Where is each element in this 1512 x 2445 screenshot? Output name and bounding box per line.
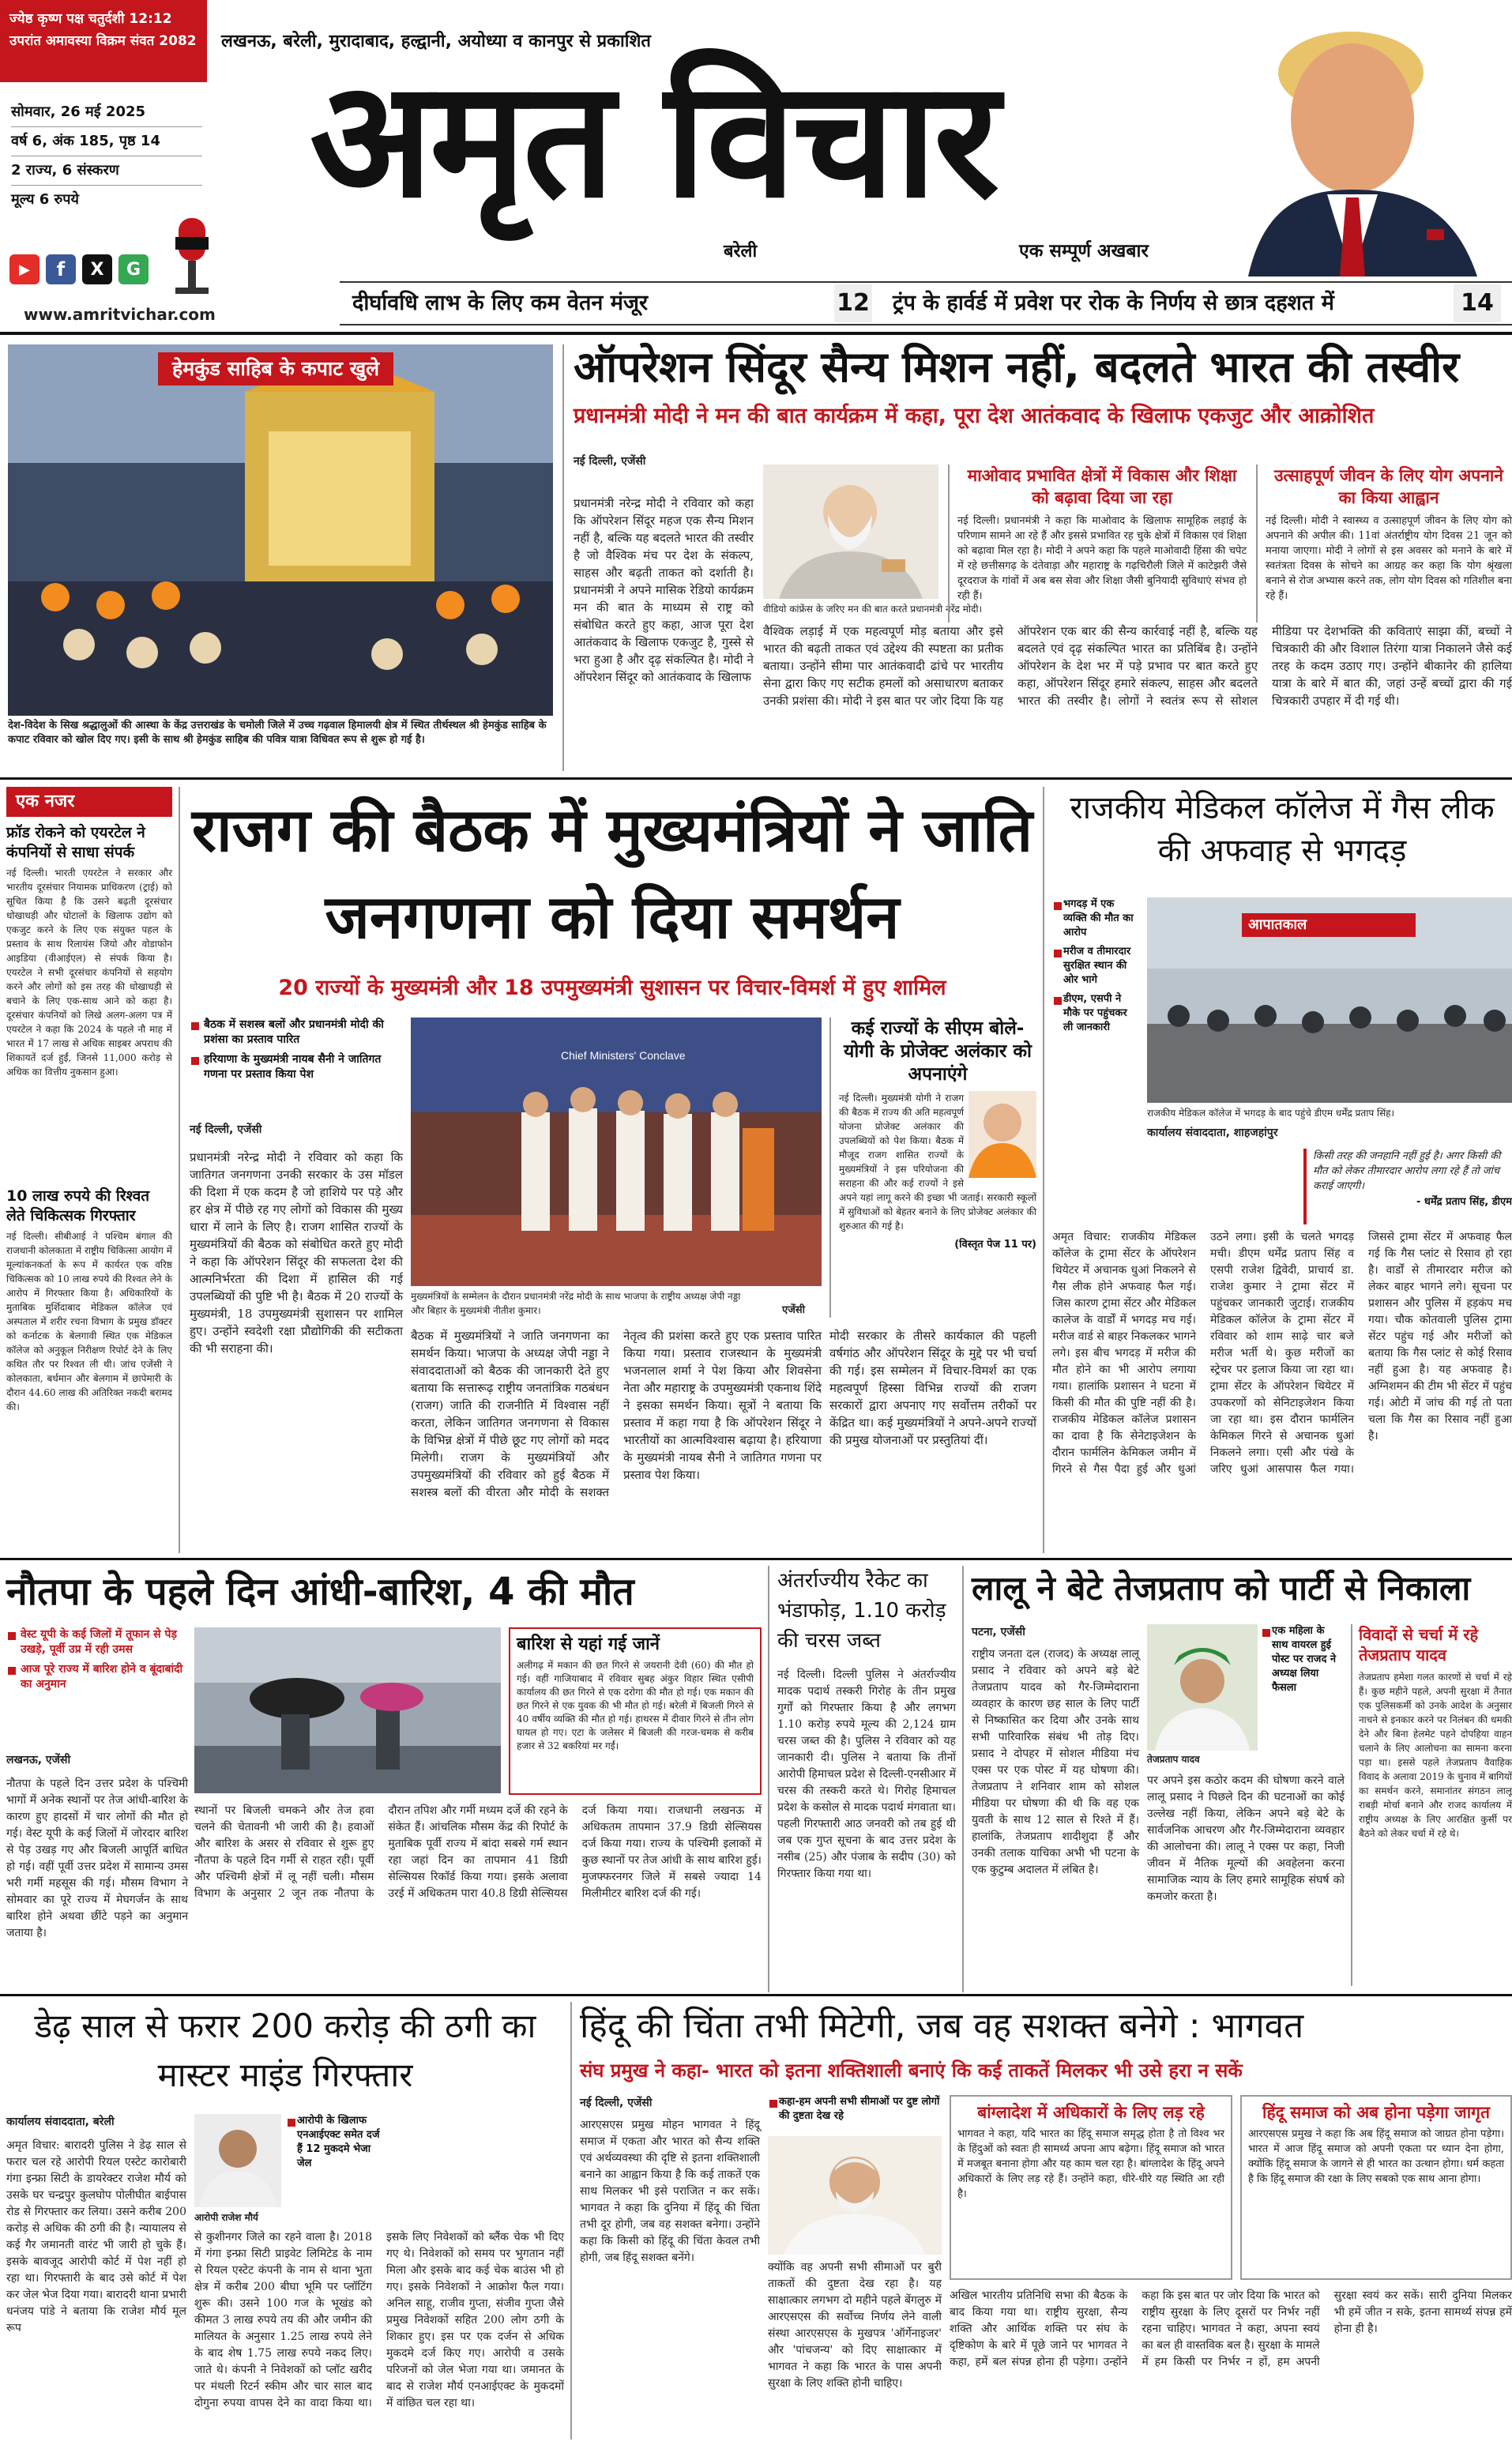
hemkund-photo xyxy=(8,344,553,716)
bhagwat-bullet: कहा-हम अपनी सभी सीमाओं पर दुष्ट लोगों की दुष्टता देख रहे xyxy=(768,2095,942,2123)
maoist-body: नई दिल्ली। प्रधानमंत्री ने कहा कि माओवाद के खिलाफ सामूहिक लड़ाई के परिणाम सामने आ रहे हैं और इससे प्रभावित रह चुके क्षेत्रों में विकास एवं शिक्षा को बढ़ावा मिल रहा है। मोदी ने अपने कहा कि पहले माओवादी हिंसा की चपेट में रहे छत्तीसगढ़ के दंतेवाड़ा और महाराष्ट्र के गढ़चिरौली जिले में काटेझरी जैसे दूरदराज के गांवों में अब बस सेवा और शिक्षा जैसी बुनियादी सुविधाएं संभव हो रही हैं। xyxy=(957,515,1247,602)
gas-quote-by: - धर्मेंद्र प्रताप सिंह, डीएम xyxy=(1416,1196,1512,1208)
yogi-photo xyxy=(969,1091,1036,1178)
lead-subhead: प्रधानमंत्री मोदी ने मन की बात कार्यक्रम में कहा, पूरा देश आतंकवाद के खिलाफ एकजुट और आक्रोशित xyxy=(574,404,1375,428)
eknazar-body-1: नई दिल्ली। भारती एयरटेल ने सरकार और भारतीय दूरसंचार नियामक प्राधिकरण (ट्राई) को सूचित किया है कि उसने बढ़ती दूरसंचार धोखाधड़ी और घोटालों के खिलाफ उद्योग को एकजुट करने के लिए एक संयुक्त पहल के प्रस्ताव के साथ रिलायंस जियो और वोडाफोन आइडिया (वीआईएल) से संपर्क किया है। एयरटेल ने सभी दूरसंचार कंपनियों से सहयोग करने और लोगों को इस तरह की धोखाधड़ी से बचाने के लिए एक-साथ आने को कहा है। दूरसंचार कंपनियों को लिखे अलग-अलग पत्र में एयरटेल ने कहा कि 2024 के पहले नौ माह में भारत में 17 लाख से अधिक साइबर अपराध की शिकायतें दर्ज हुईं, जिनसे 11,000 करोड़ से अधिक का वित्तीय नुकसान हुआ। xyxy=(6,867,172,1078)
storm-box xyxy=(509,1627,762,1795)
nda-body-col1: प्रधानमंत्री नरेन्द्र मोदी ने रविवार को कहा कि जातिगत जनगणना उनकी सरकार के उस मॉडल की दिशा में एक कदम है जो हाशिये पर पड़े और हर क्षेत्र में पीछे रह गए लोगों को विकास की मुख्य धारा में लाने के लिए है। राजग शासित राज्यों के मुख्यमंत्रियों की बैठक को संबोधित करते हुए मोदी ने कहा कि ऑपरेशन सिंदूर की सफलता देश की आत्मनिर्भरता की दिशा में हासिल की गई उपलब्धियों की पुष्टि भी है। बैठक में 20 राज्यों के मुख्यमंत्री, 18 उपमुख्यमंत्री सुशासन पर शामिल हुए। उन्होंने स्वदेशी रक्षा प्रौद्योगिकी की सटीकता की भी सराहना की। xyxy=(190,1150,403,1356)
maoist-headline: माओवाद प्रभावित क्षेत्रों में विकास और शिक्षा को बढ़ावा दिया जा रहा xyxy=(967,466,1237,507)
lalu-body-col1: राष्ट्रीय जनता दल (राजद) के अध्यक्ष लालू प्रसाद ने रविवार को अपने बड़े बेटे तेजप्रताप यादव को गैर-जिम्मेदाराना व्यवहार के कारण छह साल के लिए पार्टी से निष्कासित कर दिया और उनके साथ सभी पारिवारिक संबंध भी तोड़ दिए। प्रसाद ने दोपहर में सोशल मीडिया मंच एक्स पर एक पोस्ट में यह घोषणा की। तेजप्रताप ने शनिवार शाम को सोशल मीडिया पर घोषणा की थी कि वह एक युवती के साथ 12 साल से रिश्ते में हैं। हालांकि, तेजप्रताप शादीशुदा हैं और उनकी तलाक याचिका अभी भी पटना के एक कुटुम्ब अदालत में लंबित है। xyxy=(972,1648,1139,1876)
divider xyxy=(768,1566,769,1992)
maoist-box xyxy=(948,465,1247,623)
eknazar-headline-1: फ्रॉड रोकने को एयरटेल ने कंपनियों से साधा संपर्क xyxy=(6,824,145,861)
nda-bullets xyxy=(190,1017,403,1120)
nda-photo-caption: मुख्यमंत्रियों के सम्मेलन के दौरान प्रधानमंत्री नरेंद्र मोदी के साथ भाजपा के राष्ट्रीय अध्यक्ष जेपी नड्डा और बिहार के मुख्यमंत्री नीतीश कुमार। xyxy=(411,1291,741,1316)
nda-subhead: 20 राज्यों के मुख्यमंत्री और 18 उपमुख्यमंत्री सुशासन पर विचार-विमर्श में हुए शामिल xyxy=(278,976,946,1000)
nda-stage-banner: Chief Ministers' Conclave xyxy=(561,1049,686,1062)
divider xyxy=(179,787,180,1553)
youtube-icon[interactable]: ▶ xyxy=(9,254,39,284)
nda-photo-credit: एजेंसी xyxy=(782,1304,805,1316)
yogi-box-headline: कई राज्यों के सीएम बोले-योगी के प्रोजेक्ट अलंकार को अपनाएंगे xyxy=(844,1018,1032,1085)
panchang-box xyxy=(0,0,207,82)
teaser-bar xyxy=(340,281,1512,325)
lalu-bullet-box xyxy=(1261,1624,1343,1766)
storm-body-col2: स्थानों पर बिजली चमकने और तेज हवा चलने की चेतावनी भी जारी की है। हवाओं और बारिश के असर से रविवार से शुरू हुए नौतपा के पहले दिन गर्मी से राहत रही। पूर्वी और पश्चिमी क्षेत्रों में लू नहीं चली। मौसम विभाग के अनुसार 2 जून तक नौतपा के दौरान तपिश और गर्मी मध्यम दर्जे की रहने के संकेत हैं। आंचलिक मौसम केंद्र की रिपोर्ट के मुताबिक पूर्वी राज्य में बांदा सबसे गर्म स्थान रहा जहां दिन का तापमान 41 डिग्री सेल्सियस रिकॉर्ड किया गया। इसके अलावा उरई में अधिकतम पारा 40.8 डिग्री सेल्सियस दर्ज किया गया। राजधानी लखनऊ में अधिकतम तापमान 37.9 डिग्री सेल्सियस दर्ज किया गया। राज्य के पश्चिमी इलाकों में कुछ स्थानों पर तेज आंधी के साथ बारिश हुई। मुजफ्फरनगर जिले में सबसे ज्यादा 14 मिलीमीटर बारिश दर्ज की गई। xyxy=(194,1804,762,1900)
lalu-box xyxy=(1351,1624,1512,1986)
masthead-tagline: एक सम्पूर्ण अखबार xyxy=(1019,241,1149,261)
bhagwat-body-col3: अखिल भारतीय प्रतिनिधि सभा की बैठक के बाद किया गया था। राष्ट्रीय सुरक्षा, सैन्य शक्ति और आर्थिक शक्ति पर संघ के दृष्टिकोण के बारे में पूछे जाने पर भागवत ने कहा, हमें बल संपन्न होना ही पड़ेगा। उन्होंने कहा कि इस बात पर जोर दिया कि भारत को राष्ट्रीय सुरक्षा के लिए दूसरों पर निर्भर नहीं रहना चाहिए। भागवत ने कहा, अपना स्वयं का बल ही वास्तविक बल है। सुरक्षा के मामले में हम किसी पर निर्भर न हों, हम अपनी सुरक्षा स्वयं कर सकें। सारी दुनिया मिलकर भी हमें जीत न सके, इतना सामर्थ्य संपन्न हमें होना ही है। xyxy=(950,2289,1512,2368)
nda-photo xyxy=(411,1017,822,1286)
teaser-2-text[interactable]: ट्रंप के हार्वर्ड में प्रवेश पर रोक के निर्णय से छात्र दहशत में xyxy=(893,291,1334,315)
eknazar-headline-2: 10 लाख रुपये की रिश्वत लेते चिकित्सक गिरफ्तार xyxy=(6,1187,150,1224)
yogi-box-more[interactable]: (विस्तृत पेज 11 पर) xyxy=(954,1239,1036,1251)
eknazar-label: एक नजर xyxy=(6,787,172,817)
bhagwat-body-col2: क्योंकि वह अपनी सभी सीमाओं पर बुरी ताकतों की दुष्टता देख रहा है। यह साक्षात्कार लगभग दो महीने पहले बेंगलुरु में आरएसएस की सर्वोच्च निर्णय लेने वाली संस्था आरएसएस के मुखपत्र 'ऑर्गेनाइजर' और 'पांचजन्य' को दिए साक्षात्कार में भागवत ने कहा कि भारत के पास अपनी सुरक्षा के लिए शक्ति होनी चाहिए। xyxy=(768,2261,942,2390)
nda-body-col3: मोदी सरकार के तीसरे कार्यकाल की पहली वर्षगांठ और ऑपरेशन सिंदूर के मुद्दे पर भी चर्चा की गई। इस सम्मेलन में विचार-विमर्श का एक महत्वपूर्ण हिस्सा विभिन्न राज्यों की राजग सरकारों द्वारा अपनाए गए सर्वोत्तम तरीकों पर केंद्रित था। कई मुख्यमंत्रियों ने अपने-अपने राज्यों की प्रमुख योजनाओं पर प्रस्तुतियां दीं। xyxy=(829,1329,1036,1447)
lalu-body-col2: पर अपने इस कठोर कदम की घोषणा करने वाले लालू प्रसाद ने पिछले दिन की घटनाओं का कोई उल्लेख नहीं किया, लेकिन अपने बड़े बेटे के सार्वजनिक आचरण और गैर-जिम्मेदाराना व्यवहार की आलोचना की। लालू ने एक्स पर कहा, निजी जीवन में नैतिक मूल्यों की अवहेलना करना सामाजिक न्याय के लिए हमारे सामूहिक संघर्ष को कमजोर करता है। xyxy=(1147,1774,1345,1903)
gas-bullet-1: भगदड़ में एक व्यक्ति की मौत का आरोप xyxy=(1052,897,1139,940)
modi-photo xyxy=(763,465,938,599)
masthead-rule xyxy=(0,332,1512,335)
price: मूल्य 6 रुपये xyxy=(11,191,79,208)
yoga-body: नई दिल्ली। मोदी ने स्वास्थ्य व उत्साहपूर्ण जीवन के लिए योग को अपनाने की अपील की। 11वां अंतर्राष्ट्रीय योग दिवस 21 जून को मनाया जाएगा। मोदी ने लोगों से इस अवसर को मनाने के बारे में स्वतंत्रता दिवस के सोचने का आग्रह कर कहा कि योग श्रृंखला बनाने से रोज अभ्यास करने तक, लोग योग दिवस को गतिशील बना रहे हैं। xyxy=(1266,515,1512,602)
gas-quote-text: किसी तरह की जनहानि नहीं हुई है। अगर किसी की मौत को लेकर तीमारदार आरोप लगा रहे हैं तो जांच कराई जाएगी। xyxy=(1313,1150,1501,1192)
google-icon[interactable]: G xyxy=(118,254,149,284)
rajesh-photo xyxy=(194,2114,281,2207)
eknazar-body-2: नई दिल्ली। सीबीआई ने पश्चिम बंगाल की राजधानी कोलकाता में राष्ट्रीय चिकित्सा आयोग में मूल्यांकनकर्ता के रूप में कार्यरत एक वरिष्ठ चिकित्सक को 10 लाख रुपये की रिश्वत लेने के आरोप में गिरफ्तार किया है। अधिकारियों के मुताबिक मुर्शिदाबाद मेडिकल कॉलेज एवं अस्पताल में शरीर रचना विभाग के प्रमुख डॉक्टर को कर्नाटक के बेलगावी स्थित एक मेडिकल कॉलेज को अनुकूल निरीक्षण रिपोर्ट देने के लिए कथित तौर पर रिश्वत ली थी। जांच एजेंसी ने कोलकाता, बर्धमान और बेलगाम में छापेमारी के दौरान 44.60 लाख की अतिरिक्त नकदी बरामद की। xyxy=(6,1231,172,1412)
bhagwat-byline: नई दिल्ली, एजेंसी xyxy=(580,2097,653,2109)
microphone-icon xyxy=(155,213,226,300)
divider xyxy=(562,344,564,771)
nda-headline: राजग की बैठक में मुख्यमंत्रियों ने जाति जनगणना को दिया समर्थन xyxy=(191,795,1033,952)
lead-byline: नई दिल्ली, एजेंसी xyxy=(574,455,646,468)
lead-body-col1: प्रधानमंत्री नरेन्द्र मोदी ने रविवार को कहा कि ऑपरेशन सिंदूर महज एक सैन्य मिशन नहीं है, बल्कि यह बदलते भारत की तस्वीर है जो वैश्विक मंच पर देश के संकल्प, साहस और बढ़ती ताकत को दर्शाती है। प्रधानमंत्री ने अपने मासिक रेडियो कार्यक्रम मन की बात के माध्यम से राष्ट्र को संबोधित करते हुए कहा, आज पूरा देश आतंकवाद के खिलाफ एकजुट है, गुस्से से भरा हुआ है और दृढ़ संकल्पित है। मोदी ने ऑपरेशन सिंदूर को आतंकवाद के खिलाफ xyxy=(574,496,754,684)
tejpratap-photo-caption: तेजप्रताप यादव xyxy=(1147,1754,1200,1765)
divider xyxy=(962,1566,964,1992)
yogi-box-body: नई दिल्ली। मुख्यमंत्री योगी ने राजग की बैठक में राज्य की अति महत्वपूर्ण योजना प्रोजेक्ट अलंकार की उपलब्धियों को पेश किया। बैठक में मौजूद राजग शासित राज्यों के मुख्यमंत्रियों ने इस परियोजना की सराहना की और कई राज्यों ने इसे अपने यहां लागू करने की इच्छा भी जताई। सरकारी स्कूलों में सुविधाओं को बेहतर बनाने के लिए प्रोजेक्ट अलंकार की शुरुआत की गई है। xyxy=(839,1093,1036,1232)
teaser-2-page[interactable]: 14 xyxy=(1454,284,1501,322)
nda-body-col2: बैठक में मुख्यमंत्रियों ने जाति जनगणना का समर्थन किया। भाजपा के अध्यक्ष जेपी नड्डा ने संवाददाताओं को बैठक की जानकारी देते हुए बताया कि सत्तारूढ़ राष्ट्रीय जनतांत्रिक गठबंधन (राजग) जाति की राजनीति में विश्वास नहीं करता, लेकिन जातिगत जनगणना से विकास के विभिन्न क्षेत्रों में पीछे छूट गए लोगों को मदद मिलेगी। राजग के मुख्यमंत्रियों और उपमुख्यमंत्रियों की रविवार को हुई बैठक में सशस्त्र बलों की वीरता और मोदी के सशक्त नेतृत्व की प्रशंसा करते हुए एक प्रस्ताव पारित किया गया। प्रस्ताव राजस्थान के मुख्यमंत्री भजनलाल शर्मा ने पेश किया और शिवसेना नेता और महाराष्ट्र के उपमुख्यमंत्री एकनाथ शिंदे ने इसका समर्थन किया। सूत्रों ने बताया कि प्रस्ताव में कहा गया है कि ऑपरेशन सिंदूर ने भारतीयों का आत्मविश्वास बढ़ाया है। हरियाणा के मुख्यमंत्री नायब सैनी ने जातिगत गणना पर प्रस्ताव पेश किया। xyxy=(411,1329,822,1499)
gas-body: अमृत विचार: राजकीय मेडिकल कॉलेज के ट्रामा सेंटर के ऑपरेशन थियेटर में अचानक धुआं निकलने से गैस लीक होने अफवाह फैल गई। जिस कारण ट्रामा सेंटर और मेडिकल कालेज के वार्डों में भगदड़ मच गई। मरीज वार्ड से बाहर निकलकर भागने लगे। इस बीच भगदड़ में मरीज की मौत होने का भी आरोप लगाया गया। हालांकि प्रशासन ने घटना में किसी की मौत की पुष्टि नहीं की है। राजकीय मेडिकल कॉलेज प्रशासन का दावा है कि सेनेटाइजेशन के दौरान फार्मलिन केमिकल जमीन में गिरने से गैस पैदा हुई और धुआं उठने लगा। इसी के चलते भगदड़ मची। डीएम धर्मेंद्र प्रताप सिंह व एसपी राजेश द्विवेदी, प्राचार्य डा. राजेश कुमार ने ट्रामा सेंटर में पहुंचकर जानकारी जुटाई। राजकीय मेडिकल कॉलेज के ट्रामा सेंटर में रविवार को शाम साढ़े चार बजे मरीज भर्ती थे। कुछ मरीजों का स्ट्रेचर पर इलाज किया जा रहा था। ट्रामा सेंटर के ऑपरेशन थियेटर में उपकरणों को सेनिटाइजेशन किया जा रहा था। इस दौरान फार्मलिन केमिकल गिरने से अचानक धुआं निकलने लगा। एसी और पंखे के जरिए धुआं आसपास फैल गया। जिससे ट्रामा सेंटर में अफवाह फैल गई कि गैस प्लांट से रिसाव हो रहा है। वार्डों से तीमारदार मरीज को लेकर बाहर भागने लगे। सूचना पर प्रशासन और पुलिस में हड़कंप मच गया। चौक कोतवाली पुलिस ट्रामा सेंटर पहुंच गई और मरीजों को बताया कि गैस प्लांट से कोई रिसाव नहीं हुआ है। यह अफवाह है। अग्निशमन की टीम भी सेंटर में पहुंच गई। ओटी में जांच की गई तो पता चला कि गैस का रिसाव नहीं हुआ है। xyxy=(1052,1231,1512,1476)
gas-byline: कार्यालय संवाददाता, शाहजहांपुर xyxy=(1147,1127,1278,1139)
x-icon[interactable]: X xyxy=(82,254,112,284)
storm-bullet-2: आज पूरे राज्य में बारिश होने व बूंदाबांदी का अनुमान xyxy=(6,1662,188,1692)
gas-bullet-2: मरीज व तीमारदार सुरक्षित स्थान की ओर भागे xyxy=(1052,945,1139,987)
trump-photo xyxy=(1217,0,1512,276)
yogi-box xyxy=(829,1017,1036,1318)
fraud-body-col2: से कुशीनगर जिले का रहने वाला है। 2018 में गंगा इन्फ्रा सिटी प्राइवेट लिमिटेड के नाम से रियल एस्टेट कंपनी के नाम से थाना भुता क्षेत्र में करीब 200 बीघा भूमि पर प्लॉटिंग शुरू की। उसने 100 गज के भूखंड को कीमत 3 लाख रुपये तय की और जमीन की मालियत के अनुसार 1.25 लाख रुपये लेने के बाद शेष 1.75 लाख रुपये नकद लिए। जाते थे। कंपनी ने निवेशकों को प्लॉट खरीद पर मंथली रिटर्न स्कीम और चार साल बाद दोगुना रुपया वापस देने का वादा किया था। इसके लिए निवेशकों को ब्लैंक चेक भी दिए गए थे। निवेशकों को समय पर भुगतान नहीं मिला और इसके बाद कई चेक बाउंस भी हो गए। इसके निवेशकों ने आक्रोश फैल गया। अनिल साहू, राजीव गुप्ता, संजीव गुप्ता जैसे प्रमुख निवेशकों सहित 200 लोग ठगी के शिकार हुए। इस पर एक दर्जन से अधिक मुकदमे दर्ज किए गए। आरोपी व उसके परिजनों को जेल भेजा गया था। जमानत के बाद से राजेश मौर्य एनआईएक्ट के मुकदमों में वांछित चल रहा था। xyxy=(194,2231,564,2409)
bhagwat-box-1-body: भागवत ने कहा, यदि भारत का हिंदू समाज समृद्ध होता है तो विश्व भर के हिंदुओं को स्वतः ही सामर्थ्य अपना आप बढ़ेगा। हिंदू समाज को भारत में मजबूत बनाना होगा और यह काम चल रहा है। बांग्लादेश के हिंदू अपने अधिकारों के लिए लड़ रहे हैं। उन्होंने कहा, धीरे-धीरे यह स्थिति आ रही है। xyxy=(957,2128,1224,2200)
racket-headline: अंतर्राज्यीय रैकेट का भंडाफोड़, 1.10 करोड़ की चरस जब्त xyxy=(777,1569,946,1653)
nda-bullet-2: हरियाणा के मुख्यमंत्री नायब सैनी ने जातिगत गणना पर प्रस्ताव किया पेश xyxy=(190,1052,403,1082)
fraud-bullet: आरोपी के खिलाफ एनआईएक्ट समेत दर्ज हैं 12 मुकदमे भेजा जेल xyxy=(286,2114,382,2171)
eknazar-column xyxy=(6,787,172,1553)
gas-quote xyxy=(1303,1149,1512,1224)
lalu-box-body: तेजप्रताप हमेशा गलत कारणों से चर्चा में रहे हैं। कुछ महीने पहले, अपनी सुरक्षा में तैनात एक पुलिसकर्मी को उनके आदेश के अनुसार नाचने से इनकार करने पर निलंबन की धमकी देने और बिना हेलमेट पहने दोपहिया वाहन चलाने के लिए आलोचना का सामना करना पड़ा था। इससे पहले तेजप्रताप वैवाहिक विवाद के अलावा 2019 के चुनाव में बागियों का समर्थन करने, समानांतर संगठन लालू राबड़ी मोर्चा बनाने और राजद कार्यालय में राष्ट्रीय अध्यक्ष के लिए आरक्षित कुर्सी पर बैठने को लेकर चर्चा में रहे थे। xyxy=(1359,1672,1512,1839)
storm-headline: नौतपा के पहले दिन आंधी-बारिश, 4 की मौत xyxy=(6,1570,634,1614)
gas-photo xyxy=(1147,897,1512,1103)
hemkund-caption: देश-विदेश के सिख श्रद्धालुओं की आस्था के केंद्र उत्तराखंड के चमोली जिले में उच्च गढ़वाल हिमालयी क्षेत्र में स्थित तीर्थस्थल श्री हेमकुंड साहिब के कपाट रविवार को खोल दिए गए। इसी के साथ श्री हेमकुंड साहिब की पवित्र यात्रा विधिवत रूप से शुरू हो गई है। xyxy=(8,720,547,746)
lead-body-col2: वैश्विक लड़ाई में एक महत्वपूर्ण मोड़ बताया और इसे भारत की बढ़ती ताकत एवं उद्देश्य की स्पष्टता का प्रतीक बताया। उन्होंने सीमा पार आतंकवादी ढांचे पर भारतीय सेना द्वारा किए गए सटीक हमलों को असाधारण बताकर उनकी प्रशंसा की। मोदी ने इस बात पर जोर दिया कि यह ऑपरेशन एक बार की सैन्य कार्रवाई नहीं है, बल्कि यह बदलते एवं दृढ़ संकल्पित भारत का प्रतिबिंब है। उन्होंने ऑपरेशन के देश भर में पड़े प्रभाव पर बात करते हुए कहा, ऑपरेशन सिंदूर हमारे संकल्प, साहस और बदलते भारत की तस्वीर है। लोगों ने स्वतंत्र रूप से सोशल मीडिया पर देशभक्ति की कविताएं साझा कीं, बच्चों ने चित्रकारी की और विशाल तिरंगा यात्रा निकालने जैसे कई तरह के कदम उठाए गए। उन्होंने बीकानेर की हालिया यात्रा के बारे में बात की, जहां उन्हें बच्चों द्वारा की गई चित्रकारी उपहार में दी गई थी। xyxy=(763,624,1512,708)
bhagwat-subhead: संघ प्रमुख ने कहा- भारत को इतना शक्तिशाली बनाएं कि कई ताकतें मिलकर भी उसे हरा न सकें xyxy=(580,2059,1243,2082)
divider xyxy=(1043,787,1044,1553)
storm-bullets xyxy=(6,1627,188,1746)
fraud-headline: डेढ़ साल से फरार 200 करोड़ की ठगी का मास्टर माइंड गिरफ्तार xyxy=(34,2007,536,2094)
publication-cities: लखनऊ, बरेली, मुरादाबाद, हल्द्वानी, अयोध्या व कानपुर से प्रकाशित xyxy=(221,32,651,51)
panchang-text: ज्येष्ठ कृष्ण पक्ष चतुर्दशी 12:12 उपरांत अमावस्या विक्रम संवत 2082 xyxy=(9,11,197,49)
storm-byline: लखनऊ, एजेंसी xyxy=(6,1754,71,1766)
bhagwat-body-col1: आरएसएस प्रमुख मोहन भागवत ने हिंदू समाज में एकता और भारत को सैन्य शक्ति एवं अर्थव्यवस्था की दृष्टि से इतना शक्तिशाली बनाने का आह्वान किया है कि कई ताकतें एक साथ मिलकर भी इसे पराजित न कर सकें। भागवत ने कहा कि दुनिया में हिंदू की चिंता तभी दूर होगी, जब वह सशक्त बनेगा। उन्होंने कहा कि किसी को हिंदू की चिंता केवल तभी होगी, जब हिंदू सशक्त बनेंगे। xyxy=(580,2119,760,2264)
storm-bullet-1: वेस्ट यूपी के कई जिलों में तूफान से पेड़ उखड़े, पूर्वी उप्र में रही उमस xyxy=(6,1627,188,1657)
lalu-box-headline: विवादों से चर्चा में रहे तेजप्रताप यादव xyxy=(1359,1625,1479,1664)
racket-body: नई दिल्ली। दिल्ली पुलिस ने अंतर्राज्यीय मादक पदार्थ तस्करी गिरोह के तीन प्रमुख गुर्गों को गिरफ्तार किया है और लगभग 1.10 करोड़ रुपये मूल्य की 2,124 ग्राम चरस जब्त की है। पुलिस ने रविवार को यह जानकारी दी। पुलिस ने बताया कि तीनों आरोपी हिमाचल प्रदेश से दिल्ली-एनसीआर में चरस की तस्करी करते थे। गिरोह हिमाचल प्रदेश के कसोल से मादक पदार्थ मंगवाता था। पहली गिरफ्तारी आठ जनवरी को तब हुई थी जब एक गुप्त सूचना के बाद उत्तर प्रदेश के नसीब (25) और पंजाब के सदीप (30) को गिरफ्तार किया गया था। xyxy=(777,1668,956,1880)
storm-photo xyxy=(194,1627,501,1793)
lead-headline: ऑपरेशन सिंदूर सैन्य मिशन नहीं, बदलते भारत की तस्वीर xyxy=(574,342,1460,392)
social-icons xyxy=(9,254,160,288)
lalu-bullet: एक महिला के साथ वायरल हुई पोस्ट पर राजद ने अध्यक्ष लिया फैसला xyxy=(1261,1624,1343,1695)
lalu-byline: पटना, एजेंसी xyxy=(972,1626,1025,1638)
bhagwat-box-2 xyxy=(1240,2095,1512,2280)
bhagwat-box-1 xyxy=(950,2095,1232,2280)
rajesh-photo-caption: आरोपी राजेश मौर्य xyxy=(194,2212,258,2223)
gas-photo-caption: राजकीय मेडिकल कॉलेज में भगदड़ के बाद पहुंचे डीएम धर्मेंद्र प्रताप सिंह। xyxy=(1147,1108,1395,1119)
bhagwat-box-2-body: आरएसएस प्रमुख ने कहा कि अब हिंदू समाज को जाग्रत होना पड़ेगा। भारत में आज हिंदू समाज को अपनी एकता पर ध्यान देना होगा, क्योंकि हिंदू समाज के जागने से ही भारत का उत्थान होगा। धर्म कहता है कि हिंदू समाज की रक्षा के लिए सबको एक साथ आना होगा। xyxy=(1248,2128,1504,2185)
divider xyxy=(570,2002,572,2439)
gas-photo-sign: आपातकाल xyxy=(1248,916,1307,933)
issue: वर्ष 6, अंक 185, पृष्ठ 14 xyxy=(11,127,202,156)
yoga-box xyxy=(1256,465,1512,623)
teaser-1-text[interactable]: दीर्घावधि लाभ के लिए कम वेतन मंजूर xyxy=(352,291,649,315)
date: सोमवार, 26 मई 2025 xyxy=(11,98,202,127)
bhagwat-bullet-box xyxy=(768,2095,942,2135)
teaser-1-page[interactable]: 12 xyxy=(834,284,872,322)
fraud-bullet-box xyxy=(286,2114,382,2217)
facebook-icon[interactable]: f xyxy=(46,254,76,284)
bhagwat-photo xyxy=(768,2136,942,2255)
website-url[interactable]: www.amritvichar.com xyxy=(24,305,216,324)
nda-bullet-1: बैठक में सशस्त्र बलों और प्रधानमंत्री मोदी की प्रशंसा का प्रस्ताव पारित xyxy=(190,1017,403,1048)
bhagwat-box-2-headline: हिंदू समाज को अब होना पड़ेगा जागृत xyxy=(1262,2103,1490,2122)
section-rule xyxy=(0,1994,1512,1996)
edition-city: बरेली xyxy=(724,242,758,261)
modi-photo-caption: वीडियो कांफ्रेंस के जरिए मन की बात करते प्रधानमंत्री नरेंद्र मोदी। xyxy=(763,604,983,615)
gas-headline: राजकीय मेडिकल कॉलेज में गैस लीक की अफवाह से भगदड़ xyxy=(1070,790,1495,869)
storm-body-col1: नौतपा के पहले दिन उत्तर प्रदेश के पश्चिमी भागों में अनेक स्थानों पर तेज आंधी-बारिश के कारण हुए हादसों में चार लोगों की मौत हो गई। वेस्ट यूपी के कई जिलों में जोरदार बारिश से पेड़ उखड़ गए और बिजली आपूर्ति बाधित हो गई। वहीं पूर्वी उत्तर प्रदेश में सामान्य उमस भरी गर्मी महसूस की गई। मौसम विभाग ने सोमवार का पूरे राज्य में मेघगर्जन के साथ बारिश होने अथवा छींटे पड़ने का अनुमान जताया है। xyxy=(6,1777,188,1939)
yoga-headline: उत्साहपूर्ण जीवन के लिए योग अपनाने का किया आह्वान xyxy=(1274,466,1503,507)
editions: 2 राज्य, 6 संस्करण xyxy=(11,156,202,186)
gas-bullet-3: डीएम, एसपी ने मौके पर पहुंचकर ली जानकारी xyxy=(1052,992,1139,1035)
hemkund-label: हेमकुंड साहिब के कपाट खुले xyxy=(158,352,393,386)
lalu-headline: लालू ने बेटे तेजप्रताप को पार्टी से निकाला xyxy=(972,1569,1471,1608)
dateline-box xyxy=(0,95,213,221)
section-rule xyxy=(0,777,1512,780)
gas-bullets xyxy=(1052,897,1139,1111)
bhagwat-box-1-headline: बांग्लादेश में अधिकारों के लिए लड़ रहे xyxy=(977,2103,1205,2122)
storm-box-body: अलीगढ़ में मकान की छत गिरने से जयरानी देवी (60) की मौत हो गई। वहीं गाजियाबाद में रविवार सुबह अंकुर विहार स्थित एसीपी कार्यालय की छत गिरने से एक दरोगा की मौत हो गई। एक मकान की छत गिरने से एक युवक की भी मौत हो गई। बरेली में बिजली गिरने से 40 वर्षीय व्यक्ति की मौत हो गई। हाथरस में दीवार गिरने से तीन लोग घायल हो गए। एटा के जलेसर में बिजली की गरज-चमक से करीब हजार से 32 बकरियां मर गईं। xyxy=(517,1660,754,1751)
storm-box-headline: बारिश से यहां गई जानें xyxy=(517,1634,660,1654)
masthead-logo: अमृत विचार xyxy=(310,47,997,234)
fraud-body-col1: अमृत विचार: बारादरी पुलिस ने डेढ़ साल से फरार चल रहे आरोपी रियल एस्टेट कारोबारी गंगा इन्फ्रा सिटी के डायरेक्टर राजेश मौर्य को उसके घर चन्द्रपुर कुलघोप पोलीघीत बाईपास रोड से गिरफ्तार कर लिया। उसने करीब 200 करोड़ से अधिक की ठगी की है। न्यायालय से कई गैर जमानती वारंट भी जारी हो चुके हैं। इसके बावजूद आरोपी कोर्ट में पेश नहीं हो रहा था। गिरफ्तारी के बाद उसे कोर्ट में पेश कर जेल भेज दिया गया। बारादरी थाना प्रभारी धनंजय पांडे ने बताया कि राजेश मौर्य मूल रूप xyxy=(6,2139,186,2334)
bhagwat-headline: हिंदू की चिंता तभी मिटेगी, जब वह सशक्त बनेगे : भागवत xyxy=(580,2006,1304,2046)
section-rule xyxy=(0,1558,1512,1560)
nda-byline: नई दिल्ली, एजेंसी xyxy=(190,1123,262,1136)
tejpratap-photo xyxy=(1147,1624,1258,1751)
fraud-byline: कार्यालय संवाददाता, बरेली xyxy=(6,2116,115,2128)
